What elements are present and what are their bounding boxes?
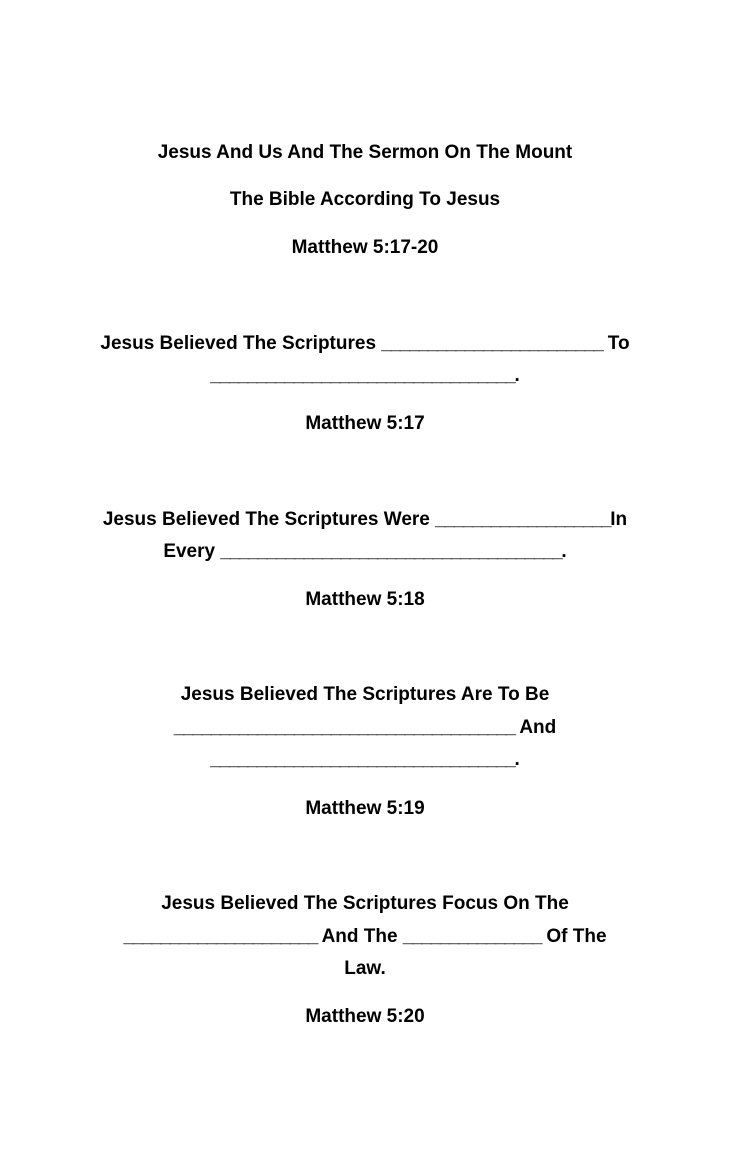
fill-in-blank: ________________________ [381,333,603,354]
fill-in-blank: _______________ [402,926,542,947]
scripture-reference: Matthew 5:20 [305,1006,425,1027]
fill-in-line [0,748,730,772]
fill-in-blank: _____________________________________ [173,717,515,738]
statement-text: . [561,541,567,562]
fill-in-line [0,892,730,916]
page-title: Jesus And Us And The Sermon On The Mount [157,142,573,163]
statement-text: Jesus Believed The Scriptures Are To Be [180,684,550,705]
scripture-reference: Matthew 5:17 [305,413,425,434]
fill-in-line [0,332,730,356]
fill-in-line [0,716,730,740]
fill-in-line [0,925,730,949]
fill-in-line [0,540,730,564]
statement-text: Law. [344,958,386,979]
statement-text: And The [317,926,403,947]
statement-text: Jesus Believed The Scriptures [100,333,382,354]
fill-in-blank: ___________________ [435,509,611,530]
statement-text: . [514,749,520,770]
statement-text: In [610,509,628,530]
statement-text: . [514,365,520,386]
fill-in-line [0,508,730,532]
fill-in-blank: _____________________________________ [220,541,562,562]
fill-in-blank: _____________________ [123,926,317,947]
fill-in-line [0,364,730,388]
fill-in-blank: _________________________________ [210,365,515,386]
statement-text: Every [163,541,221,562]
statement-text: Of The [541,926,607,947]
scripture-reference: Matthew 5:17-20 [291,237,439,258]
fill-in-blank: _________________________________ [210,749,515,770]
statement-text: To [602,333,630,354]
statement-text: Jesus Believed The Scriptures Focus On The [161,893,569,914]
page-subtitle: The Bible According To Jesus [229,189,501,210]
scripture-reference: Matthew 5:18 [305,589,425,610]
statement-text: Jesus Believed The Scriptures Were [102,509,436,530]
fill-in-line [0,683,730,707]
statement-text: And [514,717,557,738]
scripture-reference: Matthew 5:19 [305,798,425,819]
fill-in-line [0,957,730,981]
